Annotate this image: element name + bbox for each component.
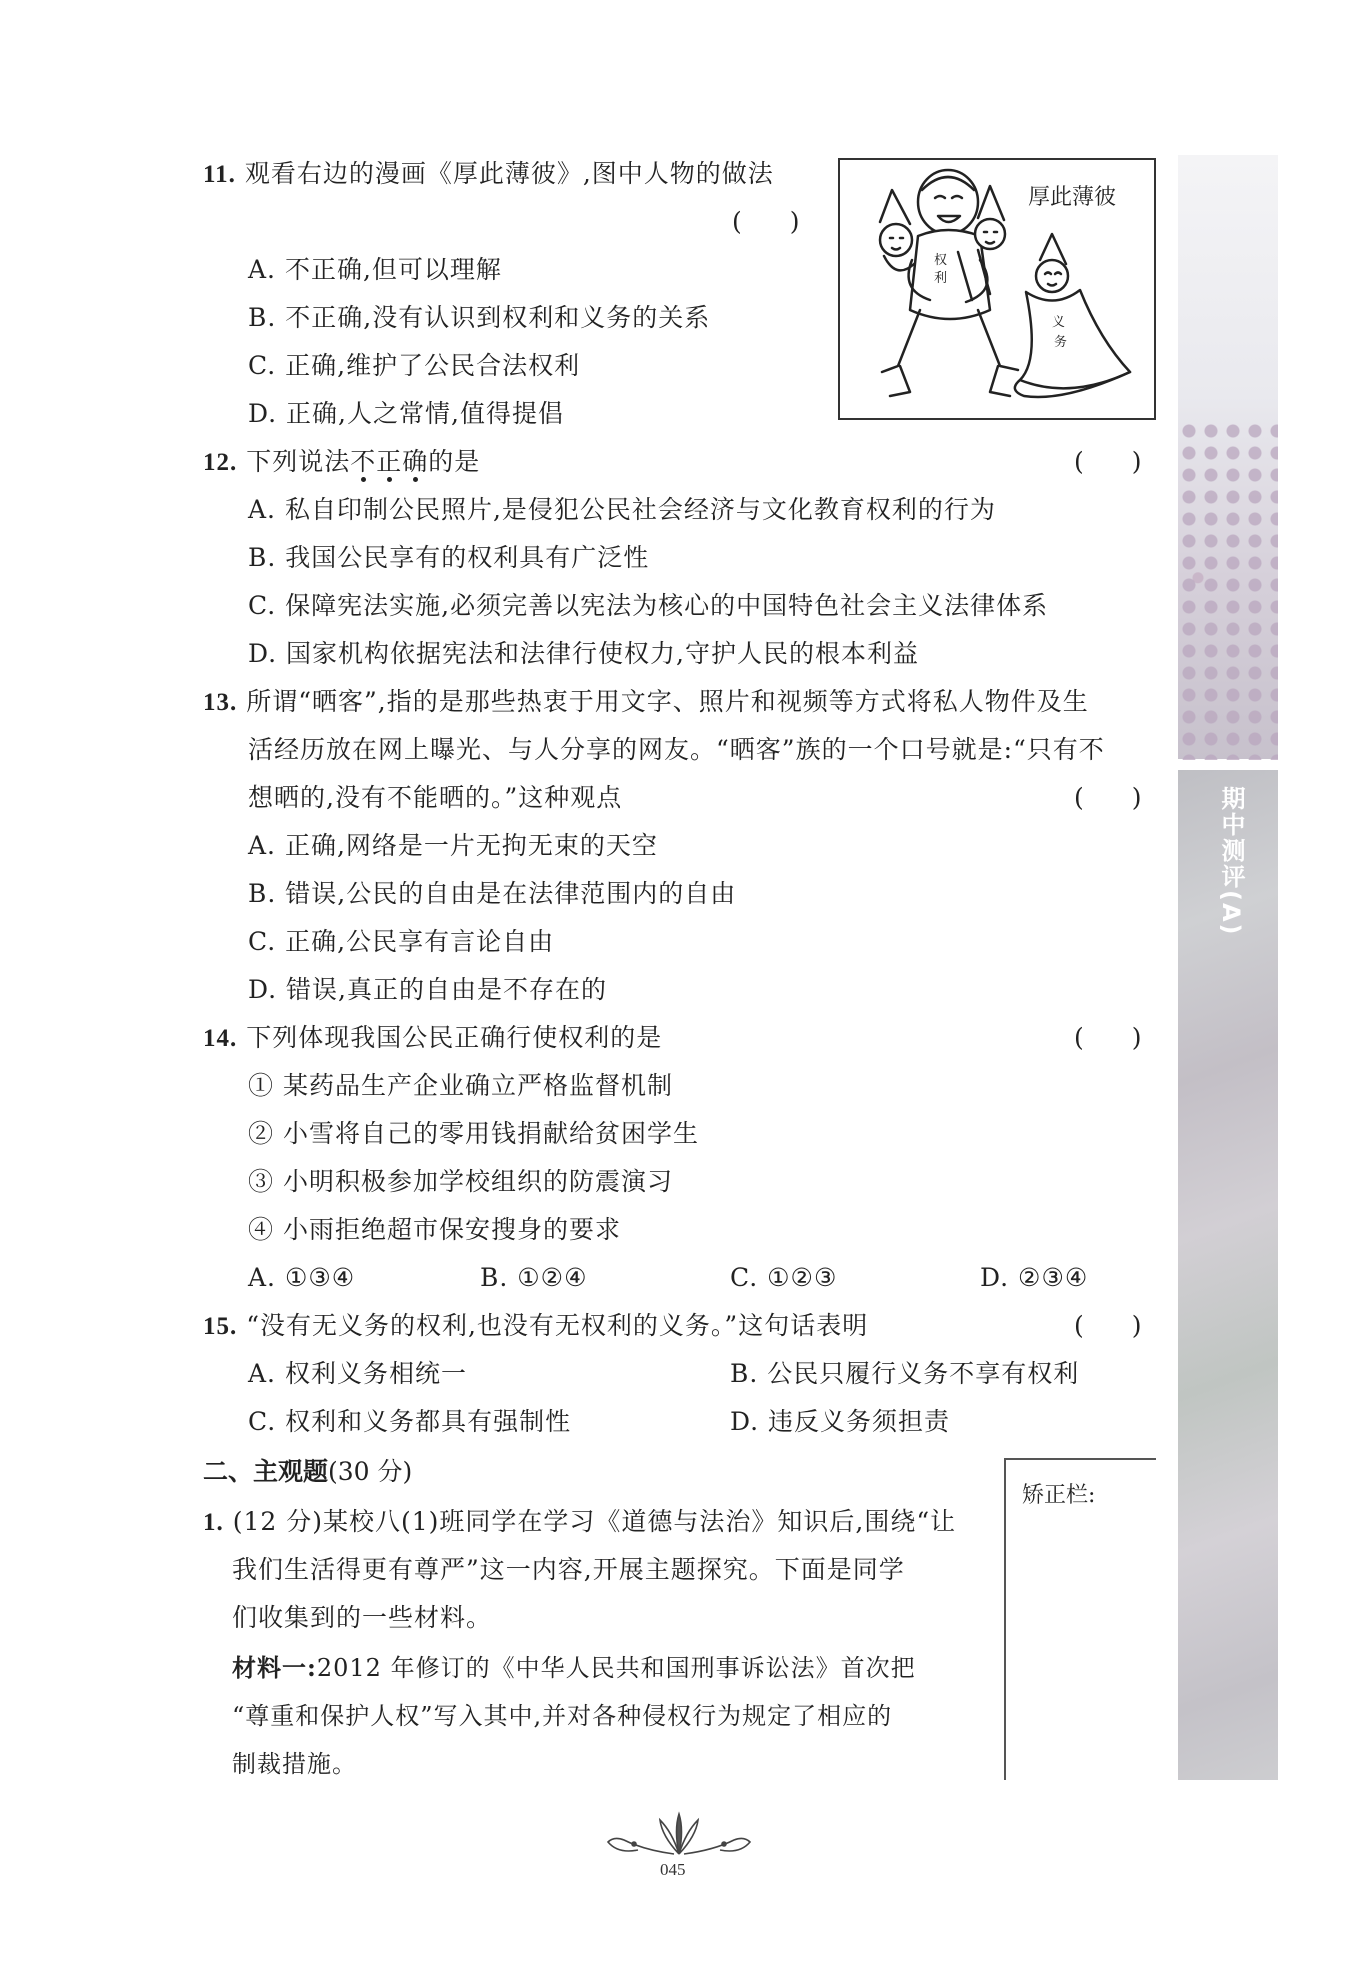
q12-number: 12. bbox=[203, 449, 238, 476]
cartoon-title: 厚此薄彼 bbox=[1028, 185, 1117, 210]
q12-emphasis-3: 确 bbox=[402, 447, 429, 476]
side-strip-label: 期中测评(A) bbox=[1217, 786, 1245, 937]
q15-stem bbox=[203, 1310, 868, 1343]
q13-stem-line-1 bbox=[203, 686, 1089, 719]
q14-stem-text: 下列体现我国公民正确行使权利的是 bbox=[246, 1023, 663, 1052]
q13-option-b: B. 错误,公民的自由是在法律范围内的自由 bbox=[248, 879, 737, 908]
material-1-line-2: “尊重和保护人权”写入其中,并对各种侵权行为规定了相应的 bbox=[232, 1702, 893, 1730]
q15-stem-text: “没有无义务的权利,也没有无权利的义务。”这句话表明 bbox=[246, 1311, 869, 1340]
q15-number: 15. bbox=[203, 1313, 238, 1340]
q15-option-d: D. 违反义务须担责 bbox=[730, 1407, 951, 1436]
q13-number: 13. bbox=[203, 689, 238, 716]
q14-item-3: ③ 小明积极参加学校组织的防震演习 bbox=[248, 1167, 673, 1196]
q13-stem-line-2: 活经历放在网上曝光、与人分享的网友。“晒客”族的一个口号就是:“只有不 bbox=[248, 735, 1105, 764]
q14-option-a: A. ①③④ bbox=[248, 1263, 356, 1292]
q14-item-2: ② 小雪将自己的零用钱捐献给贫困学生 bbox=[248, 1119, 699, 1148]
q11-option-b: B. 不正确,没有认识到权利和义务的关系 bbox=[248, 303, 711, 332]
q15-option-c: C. 权利和义务都具有强制性 bbox=[248, 1407, 572, 1436]
material-1-line-1 bbox=[232, 1652, 916, 1684]
cartoon-label-quan: 权 bbox=[934, 253, 948, 268]
q11-option-c: C. 正确,维护了公民合法权利 bbox=[248, 351, 581, 380]
q14-option-c: C. ①②③ bbox=[730, 1263, 838, 1292]
cartoon-illustration bbox=[838, 158, 1156, 420]
q11-option-d: D. 正确,人之常情,值得提倡 bbox=[248, 399, 564, 428]
q11-option-a: A. 不正确,但可以理解 bbox=[248, 255, 502, 284]
subjective-q1-line-2: 我们生活得更有尊严”这一内容,开展主题探究。下面是同学 bbox=[232, 1555, 905, 1584]
q12-stem-b: 的是 bbox=[428, 447, 481, 476]
q11-stem-text: 观看右边的漫画《厚此薄彼》,图中人物的做法 bbox=[244, 159, 774, 188]
q14-answer-blank: ( ) bbox=[1074, 1023, 1162, 1052]
section-2-title: 二、主观题 bbox=[203, 1457, 329, 1486]
q11-number: 11. bbox=[203, 161, 236, 188]
q13-option-a: A. 正确,网络是一片无拘无束的天空 bbox=[248, 831, 658, 860]
q12-option-a: A. 私自印制公民照片,是侵犯公民社会经济与文化教育权利的行为 bbox=[248, 495, 996, 524]
q15-answer-blank: ( ) bbox=[1074, 1311, 1162, 1340]
material-1-label: 材料一: bbox=[232, 1653, 317, 1682]
q12-option-b: B. 我国公民享有的权利具有广泛性 bbox=[248, 543, 650, 572]
q12-emphasis-1: 不 bbox=[350, 447, 377, 476]
section-2-heading bbox=[203, 1456, 412, 1488]
side-strip-dot-pattern bbox=[1178, 420, 1278, 760]
q13-answer-blank: ( ) bbox=[1074, 783, 1162, 812]
q14-number: 14. bbox=[203, 1025, 238, 1052]
cartoon-label-yi: 义 bbox=[1052, 315, 1066, 330]
q15-option-b: B. 公民只履行义务不享有权利 bbox=[730, 1359, 1080, 1388]
subjective-q1-text-1: (12 分)某校八(1)班同学在学习《道德与法治》知识后,围绕“让 bbox=[232, 1507, 957, 1536]
q13-stem-line-3: 想晒的,没有不能晒的。”这种观点 bbox=[248, 783, 623, 812]
q14-stem bbox=[203, 1022, 662, 1055]
subjective-q1-line-3: 们收集到的一些材料。 bbox=[232, 1603, 493, 1632]
q12-option-d: D. 国家机构依据宪法和法律行使权力,守护人民的根本利益 bbox=[248, 639, 919, 668]
cartoon-label-wu: 务 bbox=[1054, 335, 1068, 350]
q13-stem-text-1: 所谓“晒客”,指的是那些热衷于用文字、照片和视频等方式将私人物件及生 bbox=[246, 687, 1089, 716]
footer-ornament-icon bbox=[604, 1810, 754, 1862]
q14-item-4: ④ 小雨拒绝超市保安搜身的要求 bbox=[248, 1215, 621, 1244]
cartoon-label-li: 利 bbox=[934, 271, 948, 286]
q13-option-c: C. 正确,公民享有言论自由 bbox=[248, 927, 555, 956]
q14-option-b: B. ①②④ bbox=[480, 1263, 588, 1292]
q14-option-d: D. ②③④ bbox=[980, 1263, 1089, 1292]
cartoon-drawing bbox=[840, 160, 1154, 418]
q13-option-d: D. 错误,真正的自由是不存在的 bbox=[248, 975, 607, 1004]
correction-label: 矫正栏: bbox=[1022, 1483, 1096, 1508]
page-number: 045 bbox=[660, 1860, 686, 1879]
q12-emphasis-2: 正 bbox=[376, 447, 403, 476]
material-1-line-3: 制裁措施。 bbox=[232, 1750, 357, 1778]
q11-answer-blank: ( ) bbox=[732, 207, 820, 236]
q12-option-c: C. 保障宪法实施,必须完善以宪法为核心的中国特色社会主义法律体系 bbox=[248, 591, 1049, 620]
q12-answer-blank: ( ) bbox=[1074, 447, 1162, 476]
q15-option-a: A. 权利义务相统一 bbox=[248, 1359, 467, 1388]
q11-stem bbox=[203, 158, 774, 191]
subjective-q1-number: 1. bbox=[203, 1509, 224, 1536]
q12-stem bbox=[203, 446, 480, 479]
material-1-text-1: 2012 年修订的《中华人民共和国刑事诉讼法》首次把 bbox=[316, 1654, 916, 1682]
section-2-score: (30 分) bbox=[328, 1457, 413, 1486]
q12-stem-a: 下列说法 bbox=[246, 447, 351, 476]
subjective-q1-line-1 bbox=[203, 1506, 956, 1539]
q14-item-1: ① 某药品生产企业确立严格监督机制 bbox=[248, 1071, 673, 1100]
